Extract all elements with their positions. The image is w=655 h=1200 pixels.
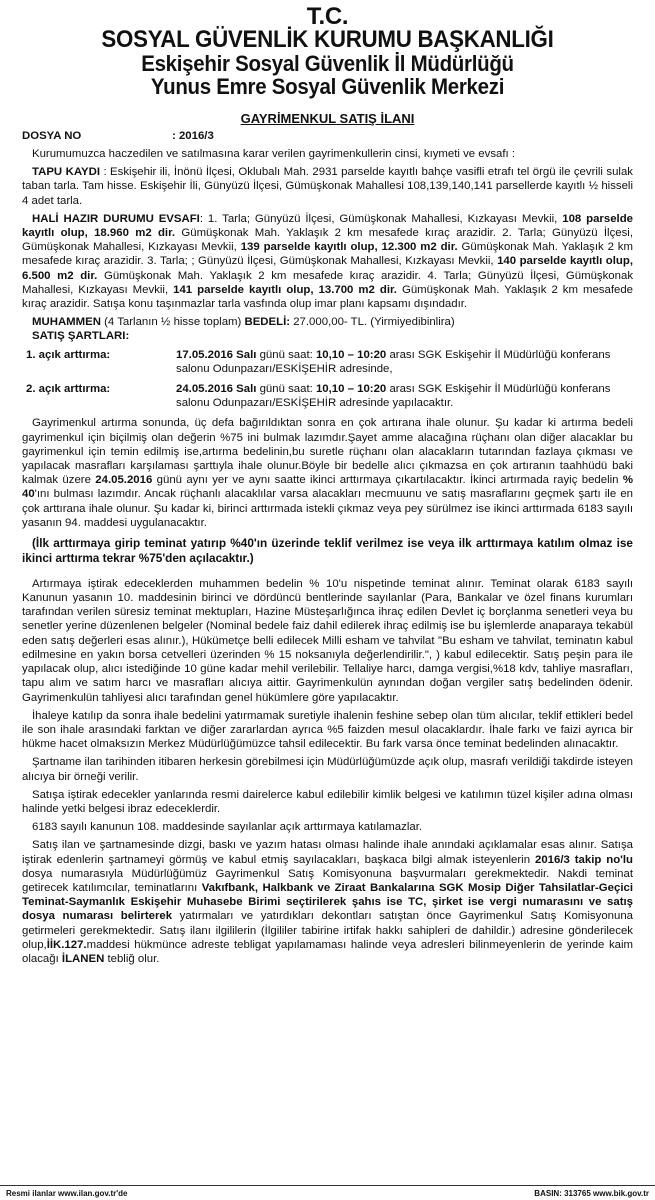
second-auction-date: 24.05.2016 — [95, 474, 153, 487]
auction-1-mid: günü saat: — [256, 348, 316, 361]
parcel-139: 139 parselde kayıtlı olup, 12.300 m2 dir. — [240, 241, 458, 254]
bold-note: (İlk arttırmaya girip teminat yatırıp %40'ın üzerinde teklif verilmez ise veya ilk arttırmaya katılım olmaz ise ikinci arttırma tekrar %75'den açılacaktır.) — [22, 536, 633, 565]
rules-text-1: Gayrimenkul artırma sonunda, üç defa bağırıldıktan sonra en çok artırana ihale olunur. Şu kadar ki artırma bedeli gayrimenkul için biçilmiş olan değerin %75 ini bulmak lazımdır.Şayet amme alacağına rüçhanı olan diğer alacaklar bu gayrimenkul için temin edilmiş ise,artırma bedelinin,bu suretle rüçhanı olan alacakların tutarından fazlaya çıkması ve yapılacak masrafları karşılaması şarttıyla ihale olunur.Böyle bir bedelle alıcı çıkmazsa en çok artıranın taahhüdü baki kalmak üzere — [22, 417, 633, 487]
file-number-value: : 2016/3 — [172, 130, 214, 142]
header-center: Yunus Emre Sosyal Güvenlik Merkezi — [150, 74, 505, 99]
law-reference: İİK.127. — [46, 938, 87, 951]
condition-text-2: Gümüşkonak Mah. Yaklaşık 2 km mesafede kıraç arazidir. 2. Tarla; Günyüzü İlçesi, Gümüşkonak Mahallesi, Kızkayası Mevkii, — [22, 227, 633, 254]
condition-text-3: Gümüşkonak Mah. Yaklaşık 2 km mesafede kıraç arazidir. 3. Tarla; ; Günyüzü İlçesi, Gümüşkonak Mahallesi, Kızkayası Mevkii, — [22, 241, 633, 268]
appraised-label: MUHAMMEN — [32, 316, 101, 329]
land-registry-text: : Eskişehir ili, İnönü İlçesi, Oklubalı Mah. 2931 parselde kayıtlı bahçe vasifli etrafı tel örgü ile çevrili sulak taban tarla. Tam hisse. Eskişehir İli, Günyüzü İlçesi, Gümüşkonak Mahallesi 108,139,140,141 parsellerde kayıtlı ½ hisseli 4 adet tarla. — [22, 166, 633, 207]
land-registry — [22, 165, 633, 208]
auction-rules-paragraph — [22, 416, 633, 530]
footer-right: BASIN: 313765 www.bik.gov.tr — [534, 1188, 649, 1198]
auction-2-time: 10,10 – 10:20 — [315, 383, 387, 396]
final-paragraph — [22, 838, 633, 966]
auction-2-label: 2. açık arttırma: — [26, 383, 111, 396]
condition-text-5: Gümüşkonak Mah. Yaklaşık 2 km mesafede kıraç arazidir. Satışa konu taşınmazlar tarla vasfında olup imar planı kapsamı dışındadır. — [22, 283, 634, 311]
auction-2-date: 24.05.2016 Salı — [176, 383, 257, 396]
header-tc: T.C. — [306, 3, 349, 30]
parcel-108: 108 parselde kayıtlı olup, 18.960 m2 dir. — [22, 212, 633, 240]
price-value: 27.000,00- TL. (Yirmiyedibinlira) — [290, 316, 455, 329]
guarantee-paragraph: Artırmaya iştirak edeceklerden muhammen bedelin % 10'u nispetinde teminat alınır. Teminat olarak 6183 sayılı Kanunun yasanın 10. maddesinin birinci ve dördüncü bentlerinde sayılanlar (Para, Bankalar ve özel finans kurumları tarafından verilen süresiz teminat mektupları, Hazine Müsteşarlığınca ihraç edilen Devlet iç borçlanma senetleri veya bu senetler yerine düzenlenen belgeler (Nominal bedele faiz dahil edilerek ihraç edilmiş ise bu işlemlerde anaparaya tekabül eden satış değerleri esas alınır.), Hükümetçe belli edilecek Milli esham ve tahvilat "Bu esham ve tahvilat, teminatın kabul edilmesine en yakın borsa cetvelleri üzerinden % 15 noksanıyla değerlendirilir.", ) kabul edilecektir. Satış peşin para ile yapılacak olup, alıcı istediğinde 10 güne kadar mehil verilebilir. Tellaliye harcı, damga vergisi,%18 kdv, tahliye masrafları, tapu alım ve satım harcı ve masrafları alıcıya aittir. Gayrimenkulün aynından doğan vergiler satış bedelinden ödenir. Gayrimenkulün tahliyesi alıcı tarafından genel hükümlere göre yapılacaktır. — [22, 577, 633, 704]
current-condition — [22, 212, 633, 311]
intro-text: Kurumumuzca haczedilen ve satılmasına karar verilen gayrimenkullerin cinsi, kıymeti ve evsafı : — [32, 148, 516, 160]
condition-text-4: Gümüşkonak Mah. Yaklaşık 2 km mesafede kıraç arazidir. 4. Tarla; Günyüzü İlçesi, Gümüşkonak Mahallesi, Kızkayası Mevkii, — [22, 269, 634, 296]
auction-2-location: arası SGK Eskişehir İl Müdürlüğü konferans salonu Odunpazarı/ESKİŞEHİR adresinde yapılacaktır. — [176, 383, 611, 410]
bank-instructions: Vakıfbank, Halkbank ve Ziraat Bankalarına SGK Mosip Diğer Tahsilatlar-Geçici Teminat-Saymanlık Eskişehir Muhasebe Birimi seçtirilerek şahıs ise TC, şirket ise vergi numarasını ve satış dosya numarası belirterek — [22, 881, 633, 923]
header-directorate: Eskişehir Sosyal Güvenlik İl Müdürlüğü — [141, 51, 514, 76]
forty-percent: % 40 — [22, 474, 633, 501]
excluded-paragraph: 6183 sayılı kanunun 108. maddesinde sayılanlar açık arttırmaya katılamazlar. — [32, 821, 423, 834]
auction-1 — [22, 348, 633, 376]
file-number-row — [22, 129, 633, 143]
price-label: BEDELİ: — [244, 316, 291, 329]
rules-text-2: günü aynı yer ve aynı saatte ikinci arttırmaya çıkartılacaktır. İkinci artırmada rayiç bedelin — [152, 474, 623, 487]
specification-paragraph: Şartname ilan tarihinden itibaren herkesin görebilmesi için Müdürlüğümüzde açık olup, masrafı verildiği takdirde isteyen alıcıya bir örneği verilir. — [22, 756, 633, 783]
auction-2-details — [176, 382, 633, 410]
final-text-2: dosya numarasıyla Müdürlüğümüz Gayrimenkul Satış Komisyonuna başvurmaları gerekmektedir. Nakdi teminat getirecek katılımcılar, teminatlarını — [22, 867, 633, 894]
penalty-paragraph: İhaleye katılıp da sonra ihale bedelini yatırmamak suretiyle ihalenin feshine sebep olan tüm alıcılar, teklif ettikleri bedel ile son ihale arasındaki farktan ve diğer zararlardan ayrıca %5 faizden mesul olacaklardır. İhale farkı ve faizi ayrıca bir hükme hacet olmaksızın Merkez Müdürlüğümüzce tahsil edilecektir. Bu fark varsa önce teminat bedelinden alınacaktır. — [22, 709, 633, 751]
auction-1-location: arası SGK Eskişehir İl Müdürlüğü konferans salonu Odunpazarı/ESKİŞEHİR adresinde, — [176, 348, 611, 375]
footer — [0, 1185, 655, 1200]
appraised-note: (4 Tarlanın ½ hisse toplam) — [100, 316, 245, 329]
parcel-140: 140 parselde kayıtlı olup, 6.500 m2 dir. — [22, 255, 633, 282]
auction-2-mid: günü saat: — [256, 383, 316, 396]
header-institution: SOSYAL GÜVENLİK KURUMU BAŞKANLIĞI — [101, 26, 554, 53]
auction-2 — [22, 382, 633, 410]
notice-title: GAYRİMENKUL SATIŞ İLANI — [240, 111, 415, 126]
final-text-3: yatırmaları ve yatırdıkları dekontları satıştan önce Gayrimenkul Satış Komisyonuna getirmeleri gerekmektedir. Satış ilanı ilgililerin (İlgililer tabirine irtifak hakkı sahipleri de dahildir.) adresine gönderilecek olup, — [22, 910, 633, 951]
land-registry-label: TAPU KAYDI — [32, 166, 100, 179]
rules-text-3: 'ını bulması lazımdır. Ancak rüçhanlı alacaklılar varsa alacakları mecmuunu ve satış masraflarını geçmek şartı ile en çok arttırana ihale olunur. Şu kadar ki, birinci arttırmada istekli çıkmaz veya pey sürülmez ise ikinci arttırmada 6183 sayılı yasanın 94. maddesi uygulanacaktır. — [22, 488, 633, 529]
auction-1-label: 1. açık arttırma: — [26, 348, 111, 361]
final-text-4: maddesi hükmünce adreste tebligat yapılamaması halinde veya adresleri bilinmeyenlerin de yerinde kaim olacağı — [22, 938, 633, 965]
identity-paragraph: Satışa iştirak edecekler yanlarında resmi dairelerce kabul edilebilir kimlik belgesi ve katılımın tüzel kişiler adına olması halinde yetki belgesi ibraz edeceklerdir. — [22, 788, 633, 815]
auction-1-date: 17.05.2016 Salı — [176, 348, 257, 361]
appraised-value — [22, 315, 633, 329]
parcel-141: 141 parselde kayıtlı olup, 13.700 m2 dir. — [173, 283, 397, 296]
sale-terms-label: SATIŞ ŞARTLARI: — [32, 330, 130, 343]
auction-1-time: 10,10 – 10:20 — [315, 348, 387, 361]
final-text-5: tebliğ olur. — [104, 952, 160, 965]
final-text-1: Satış ilan ve şartnamesinde dizgi, baskı ve yazım hatası olması halinde ihale anındaki açıklamalar esas alınır. Satışa iştirak edenlerin şartnameyi görmüş ve kabul etmiş sayılacakları, başkaca bilgi almak isteyenlerin — [22, 839, 633, 866]
current-condition-label: HALİ HAZIR DURUMU EVSAFI — [32, 212, 200, 225]
condition-text-1: : 1. Tarla; Günyüzü İlçesi, Gümüşkonak Mahallesi, Kızkayası Mevkii, — [199, 212, 563, 225]
tracking-number: 2016/3 takip no'lu — [534, 853, 633, 866]
file-number-label: DOSYA NO — [22, 130, 82, 142]
ilanen: İLANEN — [61, 952, 105, 965]
footer-left: Resmi ilanlar www.ilan.gov.tr'de — [6, 1188, 128, 1198]
auction-1-details — [176, 348, 633, 376]
